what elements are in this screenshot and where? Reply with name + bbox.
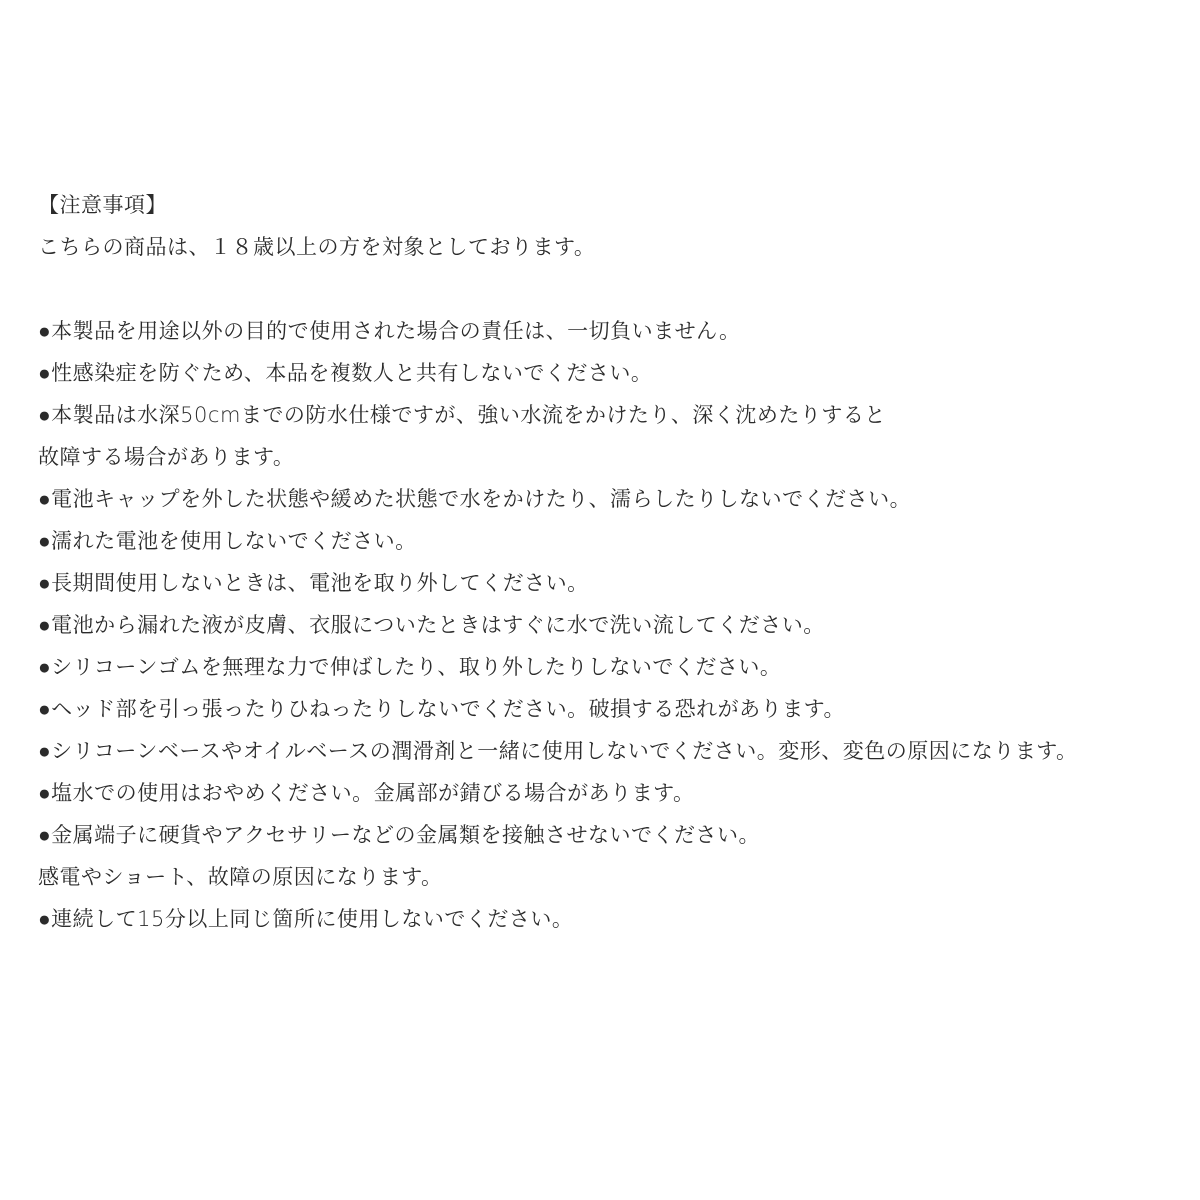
notice-line: ●本製品は水深50cmまでの防水仕様ですが、強い水流をかけたり、深く沈めたりすると bbox=[38, 403, 886, 427]
notice-line: ●ヘッド部を引っ張ったりひねったりしないでください。破損する恐れがあります。 bbox=[38, 697, 846, 721]
notice-line: ●本製品を用途以外の目的で使用された場合の責任は、一切負いません。 bbox=[38, 319, 741, 343]
notice-line: ●長期間使用しないときは、電池を取り外してください。 bbox=[38, 571, 589, 595]
notice-line: ●金属端子に硬貨やアクセサリーなどの金属類を接触させないでください。 bbox=[38, 823, 761, 847]
notice-line: ●シリコーンベースやオイルベースの潤滑剤と一緒に使用しないでください。変形、変色の原因になります。 bbox=[38, 739, 1078, 763]
notice-intro: こちらの商品は、１８歳以上の方を対象としております。 bbox=[38, 235, 596, 259]
notice-line: ●性感染症を防ぐため、本品を複数人と共有しないでください。 bbox=[38, 361, 653, 385]
spacer bbox=[38, 268, 1178, 310]
caution-notice bbox=[38, 184, 1178, 940]
notice-line: ●塩水での使用はおやめください。金属部が錆びる場合があります。 bbox=[38, 781, 695, 805]
notice-line: ●濡れた電池を使用しないでください。 bbox=[38, 529, 417, 553]
notice-line: ●電池から漏れた液が皮膚、衣服についたときはすぐに水で洗い流してください。 bbox=[38, 613, 825, 637]
notice-heading: 【注意事項】 bbox=[38, 193, 167, 217]
notice-line: 感電やショート、故障の原因になります。 bbox=[38, 865, 443, 889]
notice-line: ●連続して15分以上同じ箇所に使用しないでください。 bbox=[38, 907, 574, 931]
notice-line: ●電池キャップを外した状態や緩めた状態で水をかけたり、濡らしたりしないでください。 bbox=[38, 487, 912, 511]
notice-line: ●シリコーンゴムを無理な力で伸ばしたり、取り外したりしないでください。 bbox=[38, 655, 782, 679]
notice-line: 故障する場合があります。 bbox=[38, 445, 295, 469]
